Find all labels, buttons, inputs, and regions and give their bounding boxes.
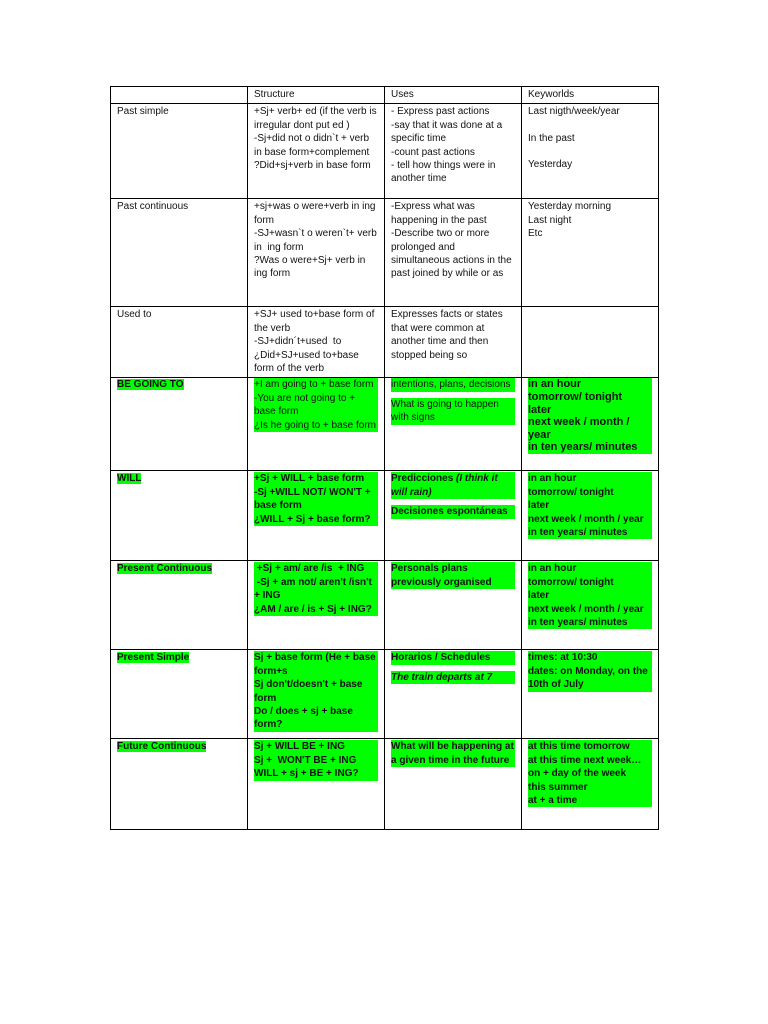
uses-line: -Describe two or more prolonged and simultaneous actions in the past joined by while or as (391, 228, 515, 280)
table-row (111, 199, 659, 307)
keyword-line: at + a time (528, 794, 652, 807)
table-row (111, 104, 659, 199)
structure-line: +Sj + WILL + base form (254, 472, 378, 485)
structure-line: -SJ+wasn`t o weren`t+ verb in ing form (254, 228, 380, 253)
keywords-cell (522, 650, 659, 739)
tense-label: Used to (111, 307, 248, 378)
tense-label-text: Future Continuous (117, 741, 207, 753)
tense-label (111, 471, 248, 561)
uses-cell (385, 199, 522, 307)
keyword-line: Etc (528, 228, 543, 240)
uses-cell (385, 104, 522, 199)
uses-cell (385, 650, 522, 739)
uses-line: -Express what was happening in the past (391, 201, 487, 226)
structure-line: +I am going to + base form (254, 378, 378, 391)
header-cell-empty (111, 87, 248, 104)
structure-line: -SJ+didn´t+used to (254, 336, 342, 348)
table-row (111, 307, 659, 378)
keyword-line: later (528, 499, 652, 512)
structure-line: +Sj + am/ are /is + ING (254, 562, 378, 575)
uses-line: -count past actions (391, 146, 475, 158)
keyword-line: in an hour (528, 472, 652, 485)
structure-cell (248, 199, 385, 307)
keyword-line: later (528, 404, 652, 417)
structure-line: ¿Did+SJ+used to+base form of the verb (254, 349, 362, 375)
keywords-cell (522, 739, 659, 830)
structure-line: -Sj+did not o didn`t + verb in base form+complement (254, 133, 372, 158)
keyword-line: at this time next week… (528, 754, 652, 767)
structure-line: -You are not going to + base form (254, 392, 378, 419)
structure-line: Sj don't/doesn't + base form (254, 678, 378, 705)
table-row (111, 739, 659, 830)
uses-line: Personals plans previously organised (391, 562, 515, 589)
structure-line: Sj + base form (He + base form+s (254, 652, 379, 677)
keyword-line: tomorrow/ tonight (528, 576, 652, 589)
keyword-line: in ten years/ minutes (528, 616, 652, 629)
structure-line: +sj+was o were+verb in ing form (254, 201, 379, 226)
keywords-cell (522, 307, 659, 378)
keyword-line: in an hour (528, 562, 652, 575)
keywords-cell (522, 471, 659, 561)
uses-line (391, 472, 515, 499)
keyword-line: next week / month / year (528, 603, 652, 616)
tense-label-text: Present Simple (117, 652, 190, 664)
uses-cell (385, 739, 522, 830)
uses-line: What is going to happen with signs (391, 398, 515, 425)
structure-line: Sj + WON'T BE + ING (254, 754, 378, 767)
keyword-line: Yesterday (528, 159, 573, 171)
uses-example-text: The train departs at 7 (391, 671, 493, 683)
uses-line (391, 671, 515, 684)
uses-cell (385, 471, 522, 561)
keyword-line: Yesterday morning (528, 201, 612, 213)
tense-label-text: BE GOING TO (117, 379, 184, 391)
structure-line: Do / does + sj + base form? (254, 705, 378, 732)
uses-cell (385, 378, 522, 471)
header-structure: Structure (248, 87, 385, 104)
uses-line: -say that it was done at a specific time (391, 119, 505, 145)
uses-line: intentions, plans, decisions (391, 378, 515, 391)
keyword-line: on + day of the week (528, 767, 652, 780)
keyword-line: this summer (528, 781, 652, 794)
table-row (111, 561, 659, 650)
tense-label (111, 561, 248, 650)
uses-cell (385, 561, 522, 650)
header-keywords: Keyworlds (522, 87, 659, 104)
structure-line: Sj + WILL BE + ING (254, 740, 378, 753)
keywords-cell (522, 378, 659, 471)
tense-label: Past simple (111, 104, 248, 199)
keyword-line: next week / month / year (528, 416, 652, 441)
header-uses: Uses (385, 87, 522, 104)
table-row (111, 471, 659, 561)
uses-line: Horarios / Schedules (391, 651, 515, 664)
uses-line: - Express past actions (391, 106, 490, 118)
structure-cell (248, 471, 385, 561)
tense-label-text: Present Continuous (117, 563, 213, 575)
structure-line: -Sj + am not/ aren't /isn't + ING (254, 576, 378, 602)
keyword-line: next week / month / year (528, 513, 652, 526)
structure-line: +Sj+ verb+ ed (if the verb is irregular dont put ed ) (254, 106, 380, 131)
structure-line: ?Was o were+Sj+ verb in ing form (254, 255, 369, 280)
tense-label (111, 650, 248, 739)
uses-line: - tell how things were in another time (391, 160, 499, 185)
structure-line: ?Did+sj+verb in base form (254, 160, 371, 172)
keyword-line: in ten years/ minutes (528, 441, 652, 454)
keyword-line: tomorrow/ tonight (528, 486, 652, 499)
tense-label: Past continuous (111, 199, 248, 307)
structure-cell (248, 378, 385, 471)
structure-cell (248, 104, 385, 199)
structure-line: WILL + sj + BE + ING? (254, 767, 378, 780)
keyword-line: times: at 10:30 (528, 651, 652, 664)
keyword-line: in ten years/ minutes (528, 526, 652, 539)
uses-line: What will be happening at a given time in the future (391, 741, 517, 766)
keyword-line: later (528, 589, 652, 602)
structure-line: ¿AM / are / is + Sj + ING? (254, 603, 378, 616)
structure-line: ¿WILL + Sj + base form? (254, 513, 378, 526)
table-row (111, 378, 659, 471)
keywords-cell (522, 561, 659, 650)
keyword-line: tomorrow/ tonight (528, 391, 652, 404)
tense-label (111, 378, 248, 471)
uses-line: Expresses facts or states that were common at another time and then stopped being so (391, 309, 506, 361)
structure-cell (248, 561, 385, 650)
keyword-line: in an hour (528, 378, 652, 391)
uses-example-text: (I think it will rain) (391, 473, 501, 498)
table-row (111, 650, 659, 739)
keywords-cell (522, 199, 659, 307)
keyword-line: dates: on Monday, on the 10th of July (528, 665, 651, 691)
uses-line: Decisiones espontáneas (391, 505, 515, 518)
keyword-line: at this time tomorrow (528, 740, 652, 753)
structure-cell (248, 739, 385, 830)
uses-main-text: Predicciones (391, 473, 457, 485)
uses-cell (385, 307, 522, 378)
structure-line: -Sj +WILL NOT/ WON'T + base form (254, 486, 378, 513)
structure-line: ¿Is he going to + base form (254, 419, 377, 431)
keyword-line: Last nigth/week/year (528, 106, 620, 118)
header-row (111, 87, 659, 104)
tense-label (111, 739, 248, 830)
structure-cell (248, 307, 385, 378)
keywords-cell (522, 104, 659, 199)
structure-line: +SJ+ used to+base form of the verb (254, 309, 378, 334)
grammar-tenses-table (110, 86, 659, 830)
keyword-line: Last night (528, 214, 572, 226)
tense-label-text: WILL (117, 473, 142, 485)
structure-cell (248, 650, 385, 739)
keyword-line: In the past (528, 132, 575, 144)
